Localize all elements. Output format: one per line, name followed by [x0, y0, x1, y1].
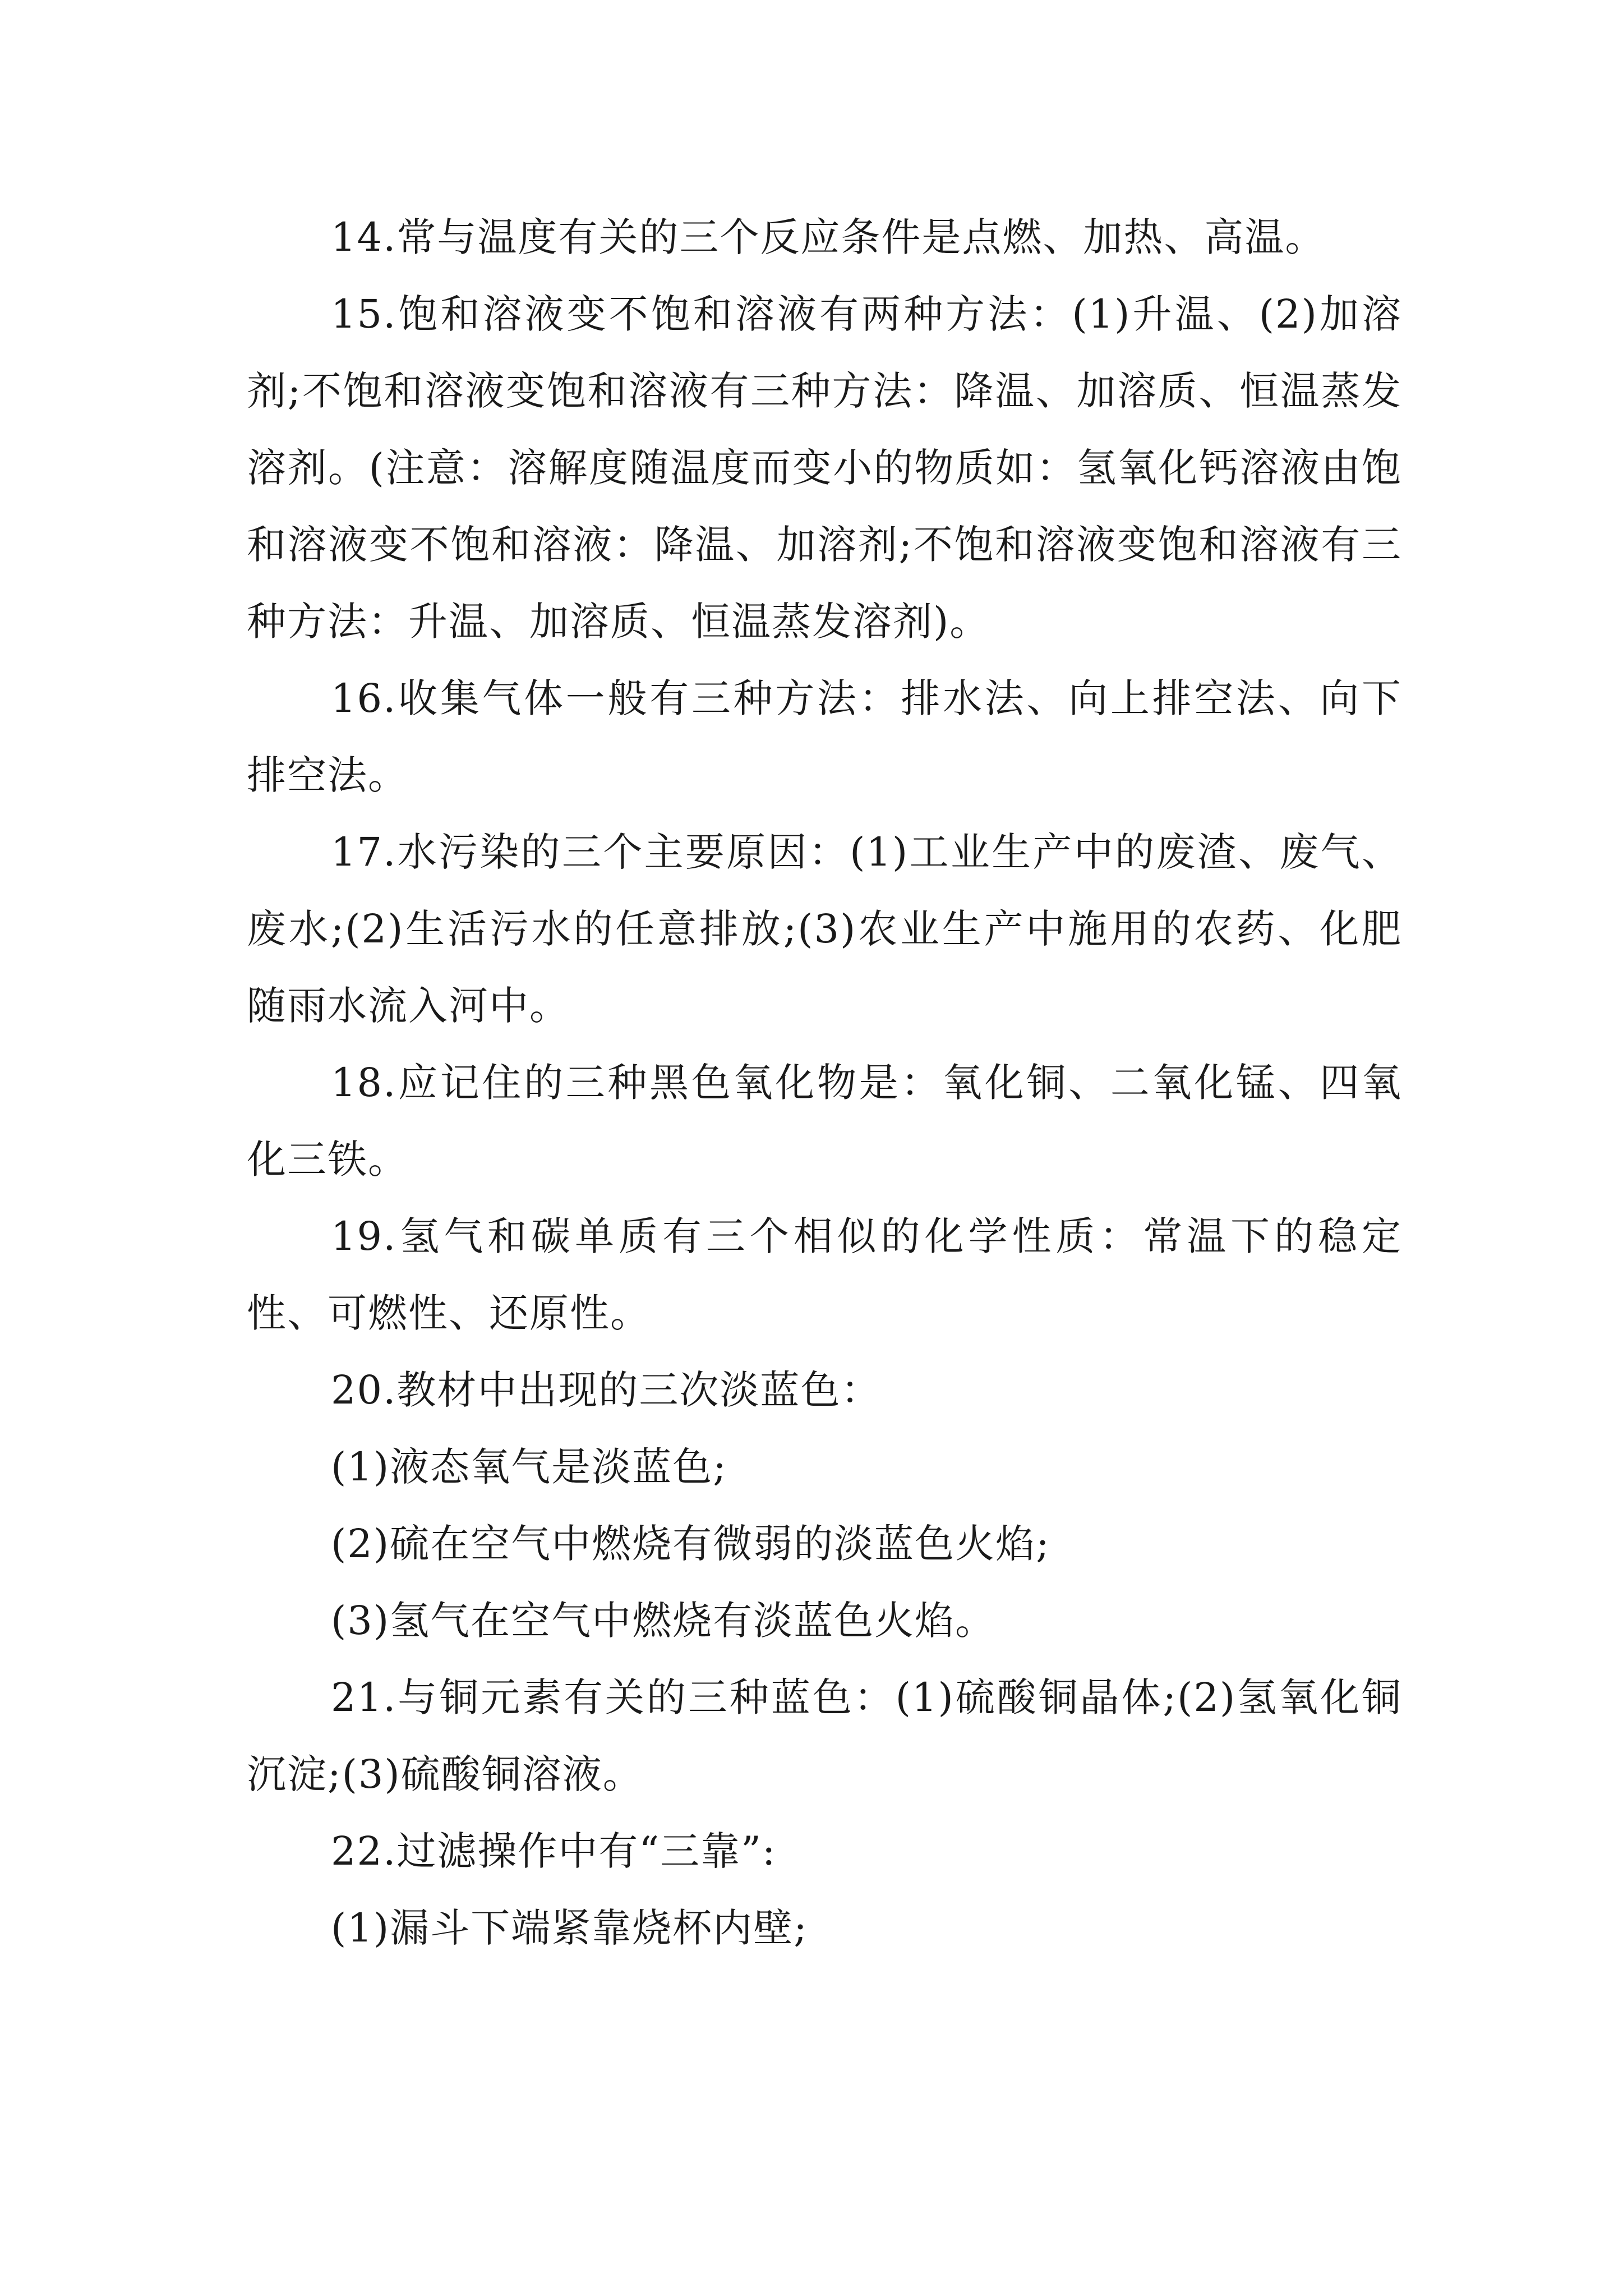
paragraph-14: 14.常与温度有关的三个反应条件是点燃、加热、高温。 [331, 214, 1326, 260]
paragraph-19: 19.氢气和碳单质有三个相似的化学性质：常温下的稳定性、可燃性、还原性。 [247, 1213, 1402, 1336]
paragraph-20-item-3: (3)氢气在空气中燃烧有淡蓝色火焰。 [331, 1598, 996, 1644]
paragraph-20: 20.教材中出现的三次淡蓝色： [331, 1367, 882, 1413]
paragraph-17: 17.水污染的三个主要原因：(1)工业生产中的废渣、废气、废水;(2)生活污水的任意排放;(3)农业生产中施用的农药、化肥随雨水流入河中。 [247, 829, 1402, 1029]
paragraph-20-item-2: (2)硫在空气中燃烧有微弱的淡蓝色火焰; [331, 1521, 1050, 1567]
document-body [247, 199, 1402, 1967]
paragraph-15: 15.饱和溶液变不饱和溶液有两种方法：(1)升温、(2)加溶剂;不饱和溶液变饱和溶液有三种方法：降温、加溶质、恒温蒸发溶剂。(注意：溶解度随温度而变小的物质如：氢氧化钙溶液由饱和溶液变不饱和溶液：降温、加溶剂;不饱和溶液变饱和溶液有三种方法：升温、加溶质、恒温蒸发溶剂)。 [247, 291, 1402, 645]
paragraph-22: 22.过滤操作中有“三靠”: [331, 1828, 777, 1874]
paragraph-21: 21.与铜元素有关的三种蓝色：(1)硫酸铜晶体;(2)氢氧化铜沉淀;(3)硫酸铜溶液。 [247, 1674, 1402, 1797]
paragraph-22-item-1: (1)漏斗下端紧靠烧杯内壁; [331, 1905, 808, 1951]
paragraph-20-item-1: (1)液态氧气是淡蓝色; [331, 1444, 727, 1490]
paragraph-18: 18.应记住的三种黑色氧化物是：氧化铜、二氧化锰、四氧化三铁。 [247, 1060, 1402, 1182]
paragraph-16: 16.收集气体一般有三种方法：排水法、向上排空法、向下排空法。 [247, 675, 1402, 798]
